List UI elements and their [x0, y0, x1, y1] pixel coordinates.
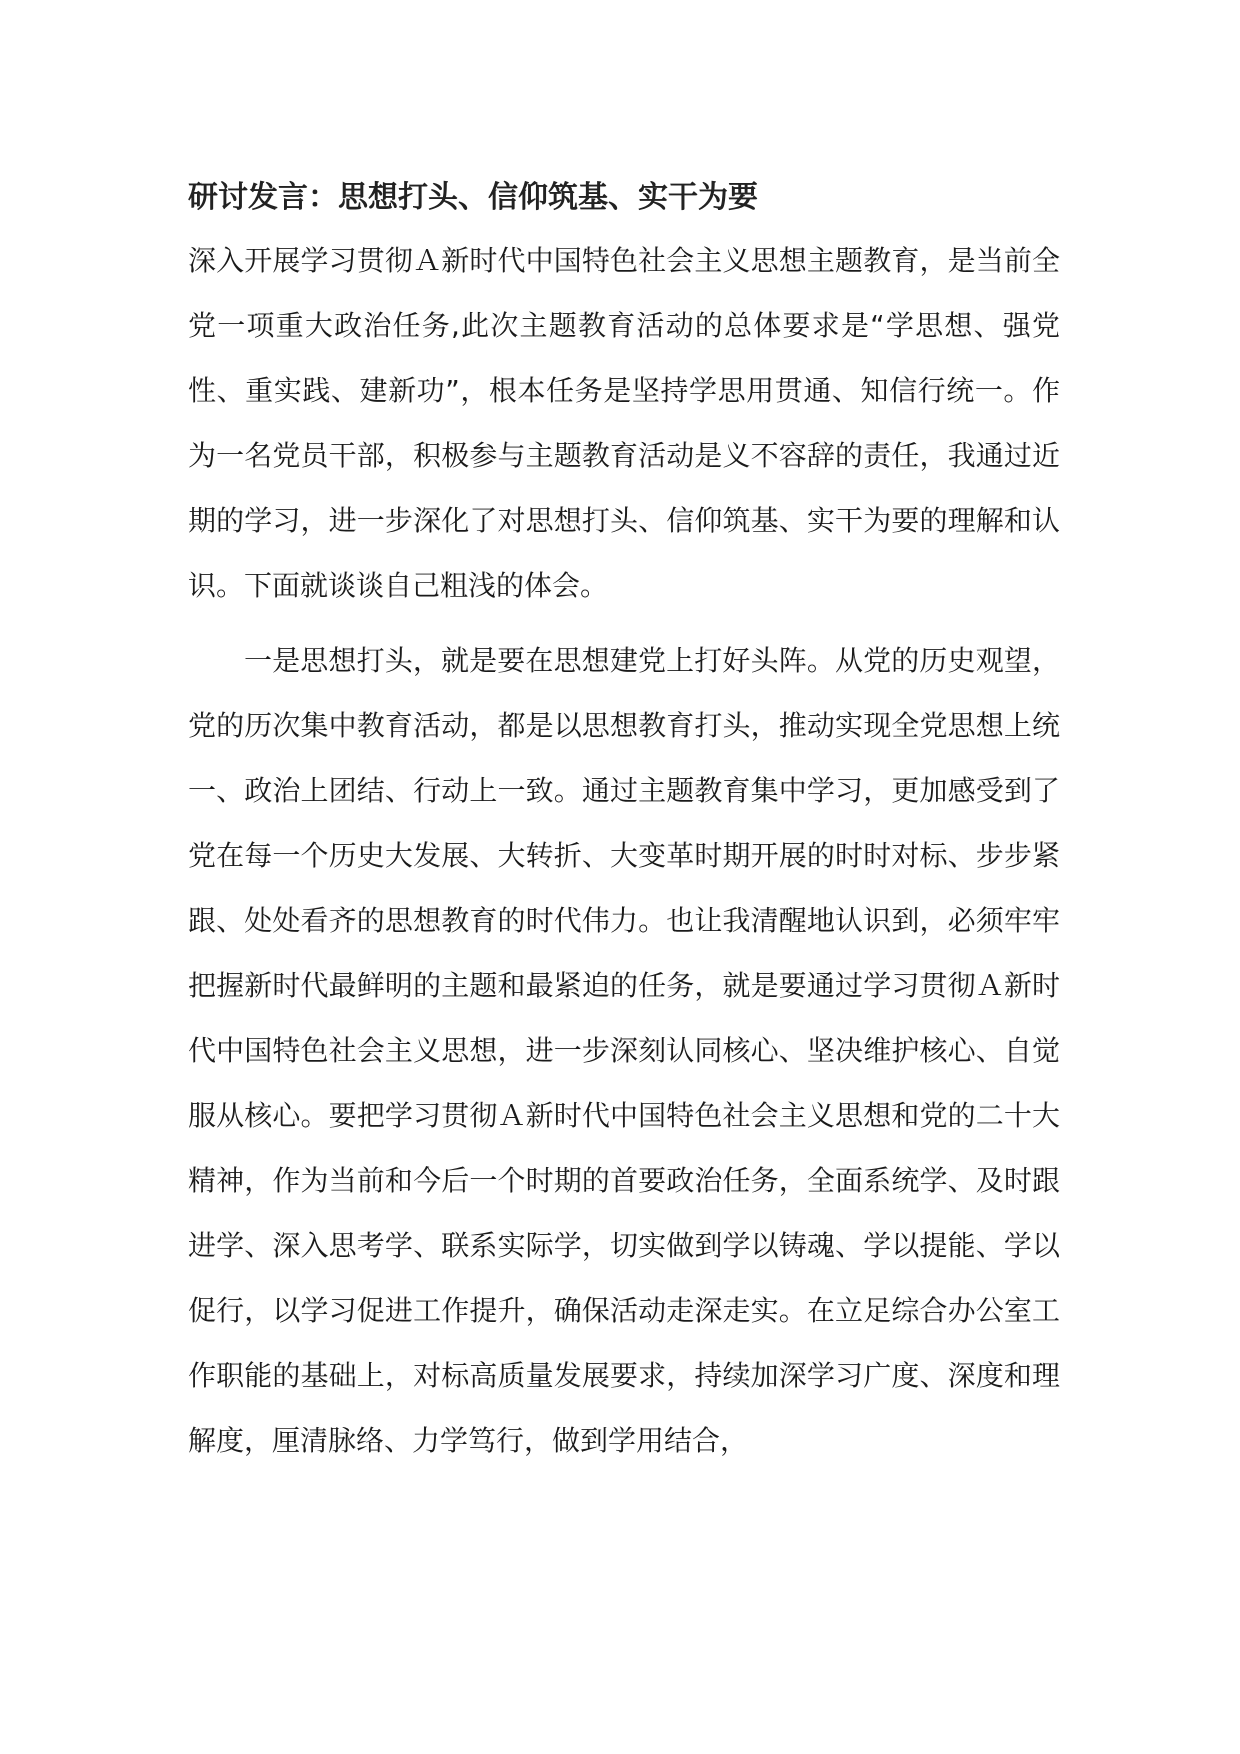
document-title: 研讨发言：思想打头、信仰筑基、实干为要	[188, 180, 758, 215]
paragraph-intro: 深入开展学习贯彻Ａ新时代中国特色社会主义思想主题教育，是当前全党一项重大政治任务,此次主题教育活动的总体要求是“学思想、强党性、重实践、建新功”，根本任务是坚持学思用贯通、知信行统一。作为一名党员干部，积极参与主题教育活动是义不容辞的责任，我通过近期的学习，进一步深化了对思想打头、信仰筑基、实干为要的理解和认识。下面就谈谈自己粗浅的体会。	[188, 244, 1060, 602]
paragraph-thought-first: 一是思想打头，就是要在思想建党上打好头阵。从党的历史观望，党的历次集中教育活动，都是以思想教育打头，推动实现全党思想上统一、政治上团结、行动上一致。通过主题教育集中学习，更加感受到了党在每一个历史大发展、大转折、大变革时期开展的时时对标、步步紧跟、处处看齐的思想教育的时代伟力。也让我清醒地认识到，必须牢牢把握新时代最鲜明的主题和最紧迫的任务，就是要通过学习贯彻Ａ新时代中国特色社会主义思想，进一步深刻认同核心、坚决维护核心、自觉服从核心。要把学习贯彻Ａ新时代中国特色社会主义思想和党的二十大精神，作为当前和今后一个时期的首要政治任务，全面系统学、及时跟进学、深入思考学、联系实际学，切实做到学以铸魂、学以提能、学以促行，以学习促进工作提升，确保活动走深走实。在立足综合办公室工作职能的基础上，对标高质量发展要求，持续加深学习广度、深度和理解度，厘清脉络、力学笃行，做到学用结合，	[188, 644, 1060, 1457]
document-body	[188, 170, 1060, 1473]
